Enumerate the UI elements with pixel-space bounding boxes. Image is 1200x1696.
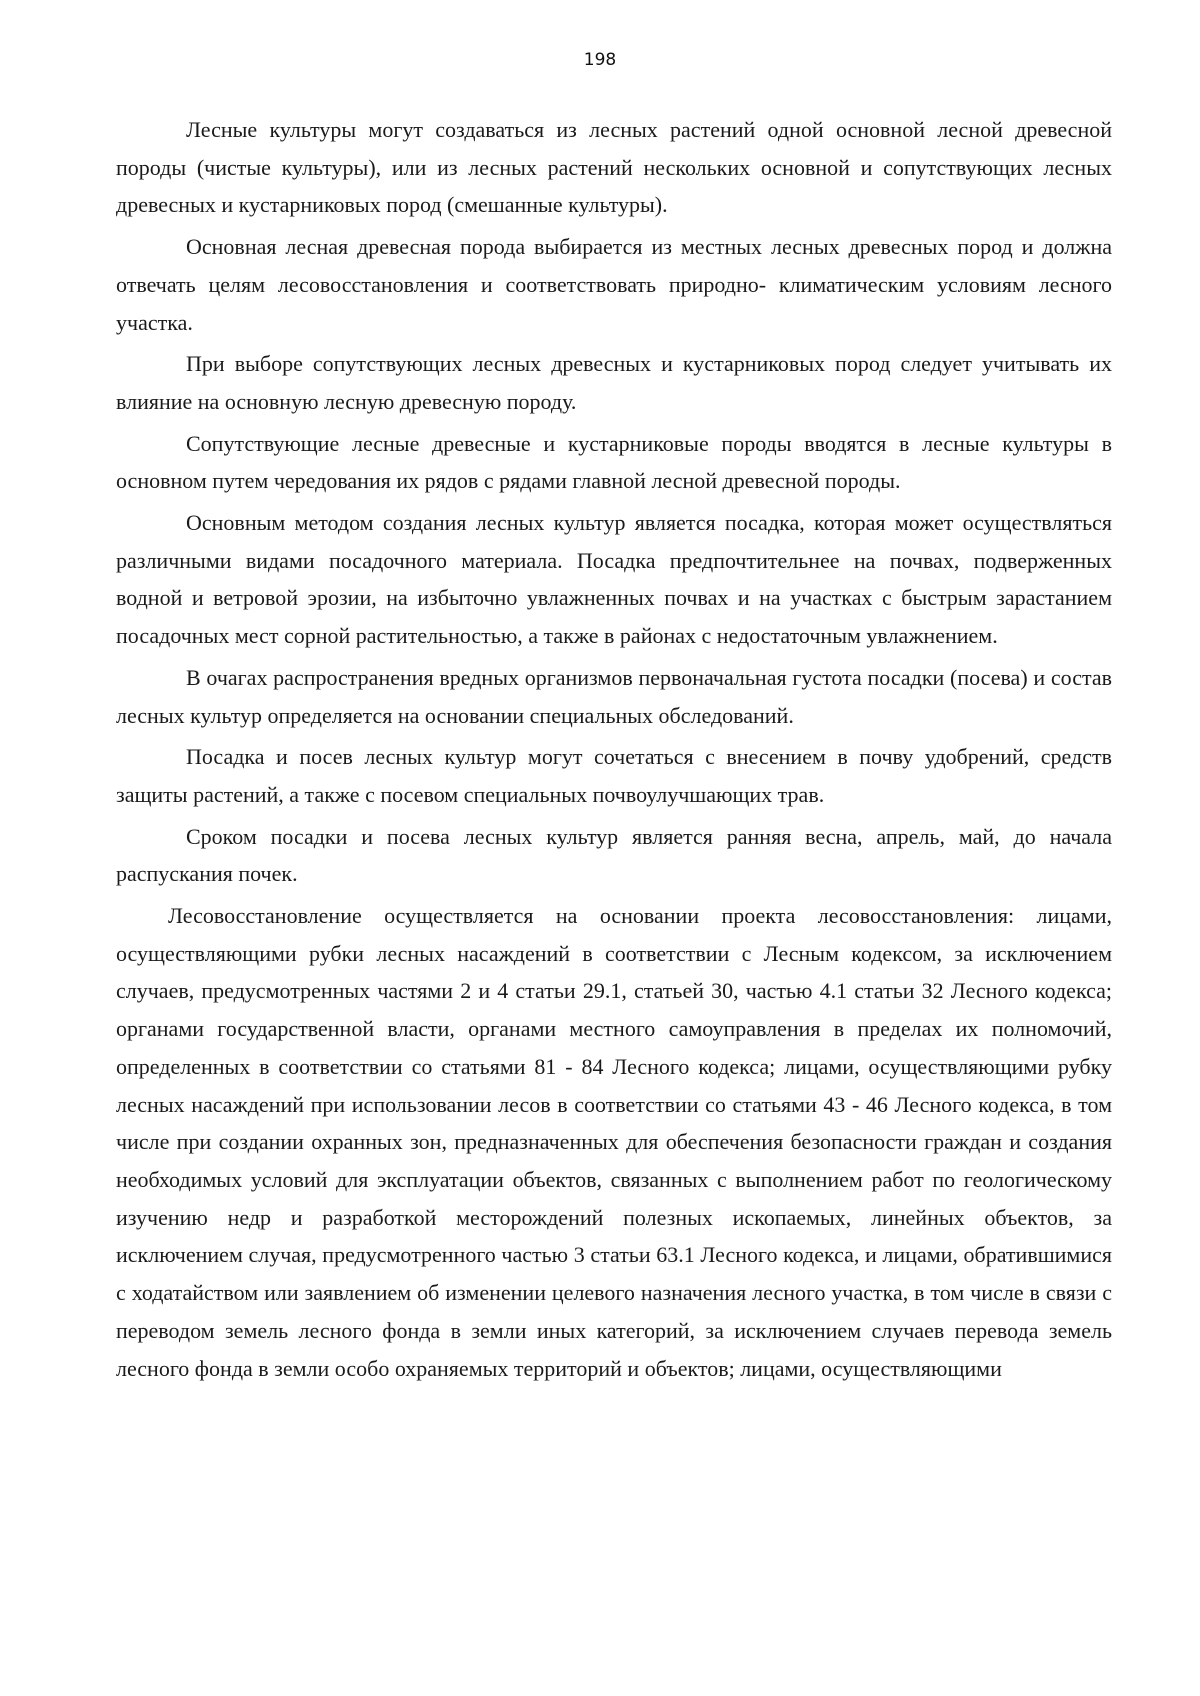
document-body <box>116 111 1112 1391</box>
paragraph-reforestation-parties: Лесовосстановление осуществляется на основании проекта лесовосстановления: лицами, осуществляющими рубки лесных насаждений в соответствии с Лесным кодексом, за исключением случаев, предусмотренных частями 2 и 4 статьи 29.1, статьей 30, частью 4.1 статьи 32 Лесного кодекса; органами государственной власти, органами местного самоуправления в пределах их полномочий, определенных в соответствии со статьями 81 - 84 Лесного кодекса; лицами, осуществляющими рубку лесных насаждений при использовании лесов в соответствии со статьями 43 - 46 Лесного кодекса, в том числе при создании охранных зон, предназначенных для обеспечения безопасности граждан и создания необходимых условий для эксплуатации объектов, связанных с выполнением работ по геологическому изучению недр и разработкой месторождений полезных ископаемых, линейных объектов, за исключением случая, предусмотренного частью 3 статьи 63.1 Лесного кодекса, и лицами, обратившимися с ходатайством или заявлением об изменении целевого назначения лесного участка, в том числе в связи с переводом земель лесного фонда в земли иных категорий, за исключением случаев перевода земель лесного фонда в земли особо охраняемых территорий и объектов; лицами, осуществляющими <box>116 903 1112 1381</box>
paragraph-pest-foci-density: В очагах распространения вредных организмов первоначальная густота посадки (посева) и состав лесных культур определяется на основании специальных обследований. <box>116 664 1112 728</box>
paragraph-main-species-selection: Основная лесная древесная порода выбирается из местных лесных древесных пород и должна отвечать целям лесовосстановления и соответствовать природно- климатическим условиям лесного участка. <box>116 234 1112 335</box>
paragraph-fertilizer-combination: Посадка и посев лесных культур могут сочетаться с внесением в почву удобрений, средств защиты растений, а также с посевом специальных почвоулучшающих трав. <box>116 744 1112 807</box>
paragraph-companion-species-choice: При выборе сопутствующих лесных древесных и кустарниковых пород следует учитывать их влияние на основную лесную древесную породу. <box>116 351 1112 414</box>
paragraph-companion-species-rows: Сопутствующие лесные древесные и кустарниковые породы вводятся в лесные культуры в основном путем чередования их рядов с рядами главной лесной древесной породы. <box>116 430 1112 494</box>
paragraph-planting-method: Основным методом создания лесных культур является посадка, которая может осуществляться различными видами посадочного материала. Посадка предпочтительнее на почвах, подверженных водной и ветровой эрозии, на избыточно увлажненных почвах и на участках с быстрым зарастанием посадочных мест сорной растительностью, а также в районах с недостаточным увлажнением. <box>116 510 1112 649</box>
page-number: 198 <box>583 50 617 70</box>
paragraph-planting-timing: Сроком посадки и посева лесных культур является ранняя весна, апрель, май, до начала распускания почек. <box>116 823 1112 887</box>
paragraph-forest-cultures-composition: Лесные культуры могут создаваться из лесных растений одной основной лесной древесной породы (чистые культуры), или из лесных растений нескольких основной и сопутствующих лесных древесных и кустарниковых пород (смешанные культуры). <box>116 117 1112 218</box>
